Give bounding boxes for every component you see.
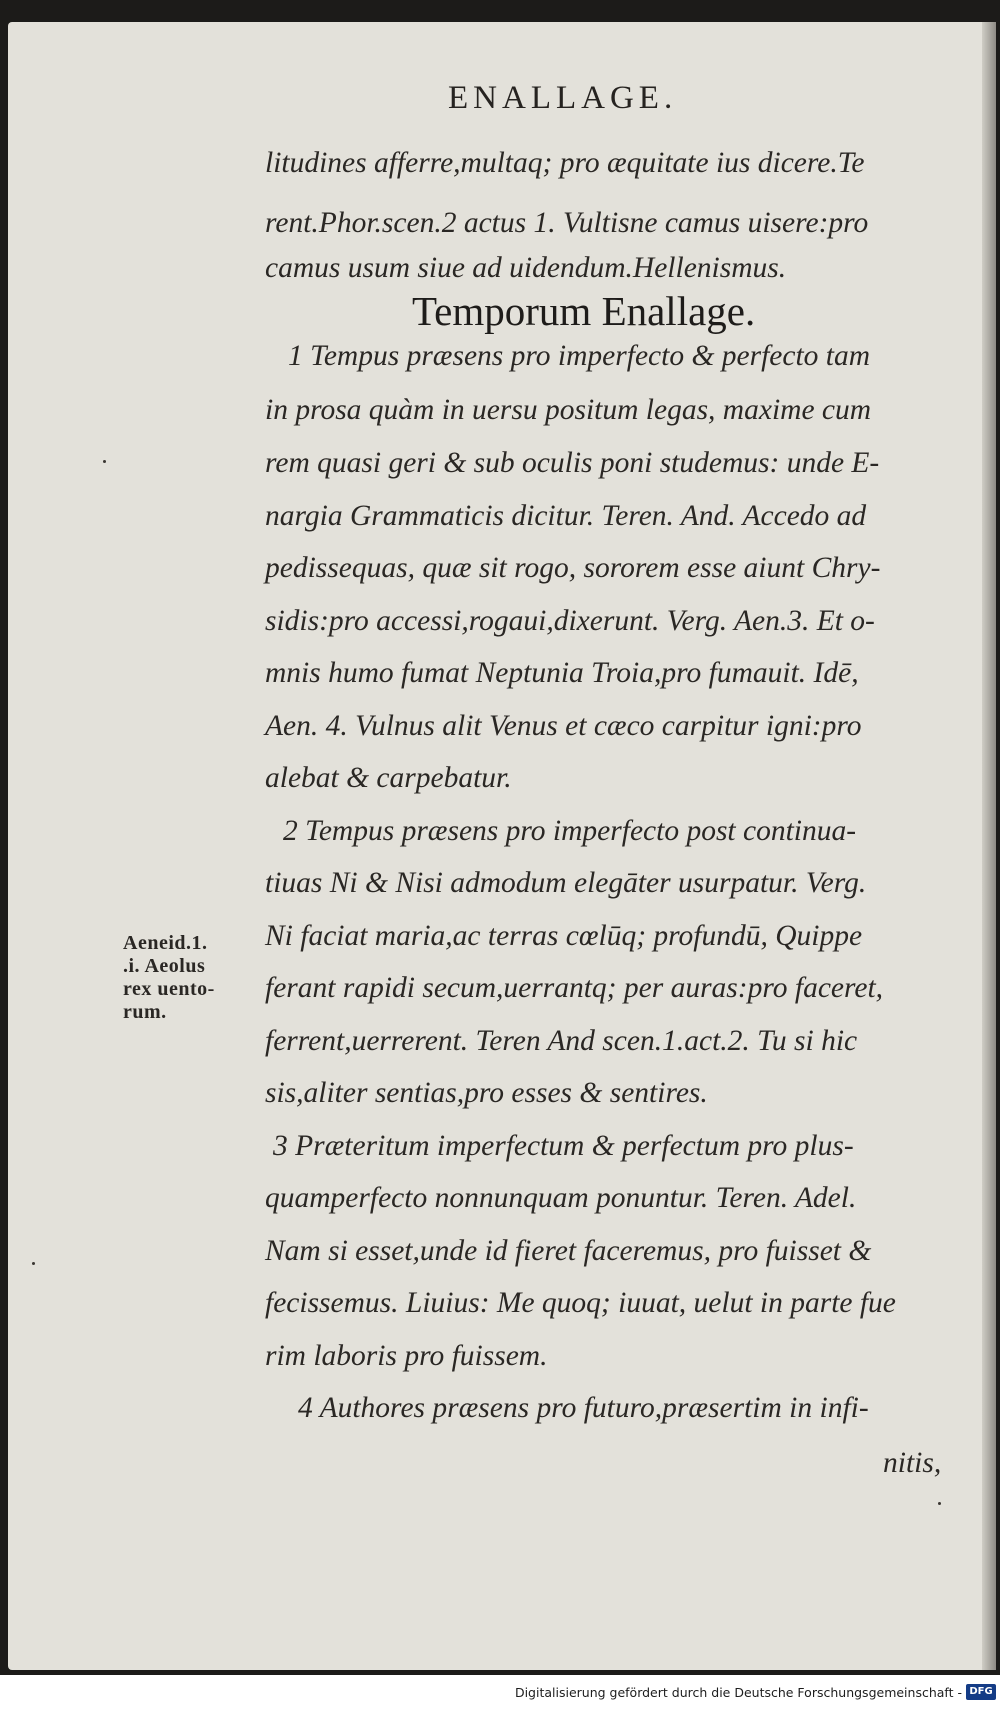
text-line: Aen. 4. Vulnus alit Venus et cæco carpitur igni:pro [265,710,862,742]
text-line: sis,aliter sentias,pro esses & sentires. [265,1077,708,1109]
text-line: Ni faciat maria,ac terras cœlūq; profundū, Quippe [265,920,863,952]
page-speck [938,1502,941,1505]
text-line: nargia Grammaticis dicitur. Teren. And. Accedo ad [265,500,867,532]
text-line: tiuas Ni & Nisi admodum elegāter usurpatur. Verg. [265,867,867,899]
text-line: rim laboris pro fuissem. [265,1340,548,1372]
text-line: 2 Tempus præsens pro imperfecto post continua- [283,815,857,847]
text-line: ferant rapidi secum,uerrantq; per auras:pro faceret, [265,972,884,1004]
marginal-note-line: rum. [123,1001,167,1023]
text-line: 4 Authores præsens pro futuro,præsertim in infi- [298,1392,869,1424]
text-line: in prosa quàm in uersu positum legas, maxime cum [265,394,872,426]
text-line: litudines afferre,multaq; pro æquitate ius dicere.Te [265,147,865,179]
page-speck [32,1262,35,1265]
text-line: sidis:pro accessi,rogaui,dixerunt. Verg. Aen.3. Et o- [265,605,875,637]
text-line: ferrent,uerrerent. Teren And scen.1.act.2. Tu si hic [265,1025,858,1057]
page-edge [982,22,996,1670]
marginal-note-line: rex uento- [123,978,215,1000]
text-line: mnis humo fumat Neptunia Troia,pro fumauit. Idē, [265,657,859,689]
text-line: fecissemus. Liuius: Me quoq; iuuat, uelut in parte fue [265,1287,896,1319]
funding-note: Digitalisierung gefördert durch die Deutsche Forschungsgemeinschaft - [514,1685,962,1700]
section-title: Temporum Enallage. [412,288,756,334]
footer-bar [0,1675,1000,1711]
text-line: alebat & carpebatur. [265,762,512,794]
text-line: quamperfecto nonnunquam ponuntur. Teren. Adel. [265,1182,857,1214]
marginal-note-line: .i. Aeolus [123,955,206,977]
page-speck [103,460,106,463]
text-line: 1 Tempus præsens pro imperfecto & perfecto tam [288,340,871,372]
text-line: nitis, [883,1447,942,1479]
text-line: pedissequas, quæ sit rogo, sororem esse aiunt Chry- [265,552,881,584]
marginal-note-line: Aeneid.1. [123,932,208,954]
text-line: camus usum siue ad uidendum.Hellenismus. [265,252,787,284]
running-head: ENALLAGE. [448,80,678,116]
text-line: rem quasi geri & sub oculis poni studemus: unde E- [265,447,880,479]
text-line: 3 Præteritum imperfectum & perfectum pro plus- [273,1130,854,1162]
dfg-logo-icon: DFG [966,1684,996,1700]
text-line: Nam si esset,unde id fieret faceremus, pro fuisset & [265,1235,872,1267]
text-line: rent.Phor.scen.2 actus 1. Vultisne camus uisere:pro [265,207,869,239]
book-page [8,22,996,1670]
